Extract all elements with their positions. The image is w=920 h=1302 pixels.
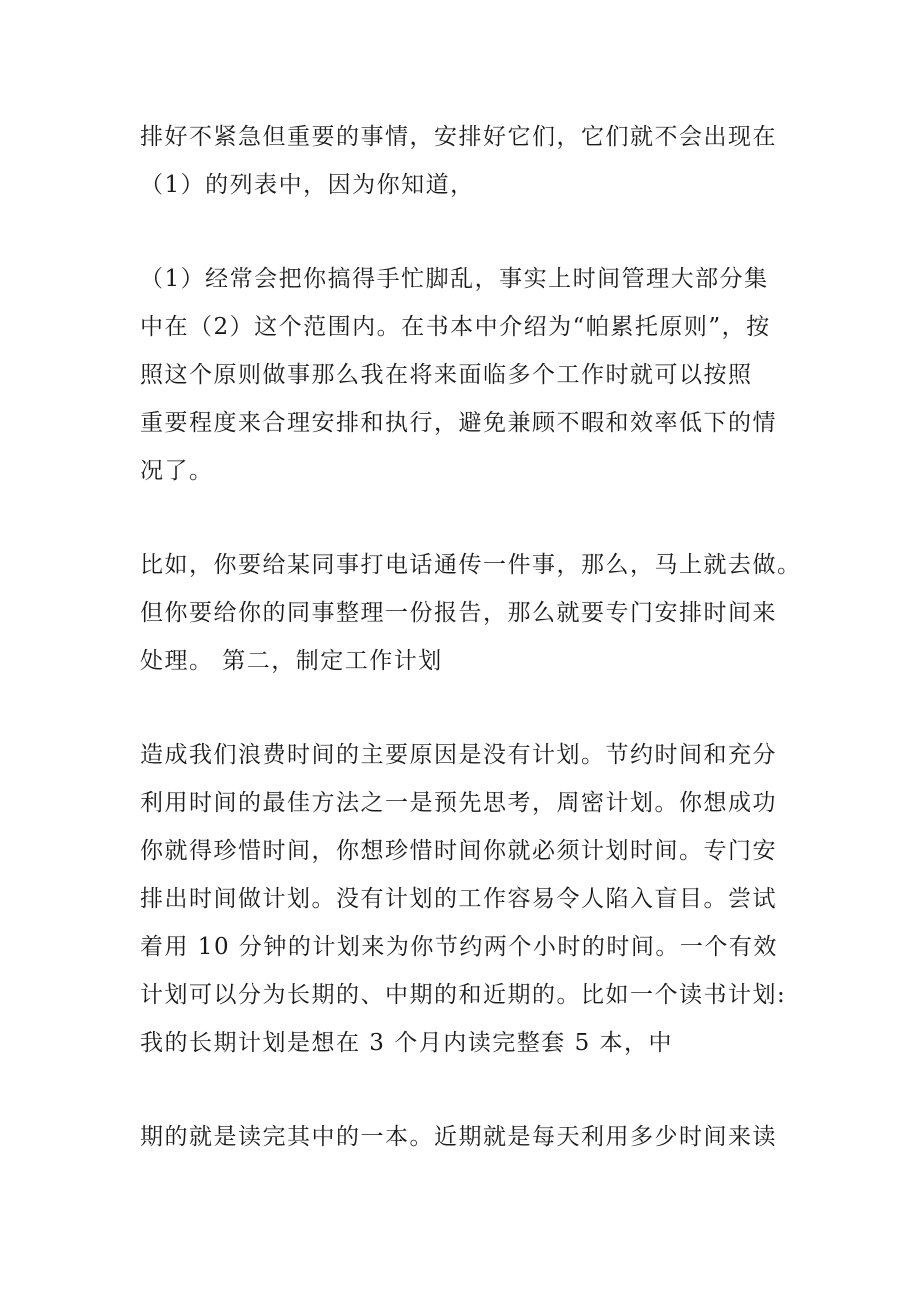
text-line: 利用时间的最佳方法之一是预先思考，周密计划。你想成功 (140, 790, 777, 816)
text-line: 着用 10 分钟的计划来为你节约两个小时的时间。一个有效 (140, 934, 778, 960)
text-line: 况了。 (140, 458, 214, 484)
text-line: （1）经常会把你搞得手忙脚乱，事实上时间管理大部分集 (140, 266, 769, 292)
text-line: （1）的列表中，因为你知道， (140, 172, 475, 198)
text-line: 但你要给你的同事整理一份报告，那么就要专门安排时间来 (140, 600, 777, 626)
text-line: 期的就是读完其中的一本。近期就是每天利用多少时间来读 (140, 1124, 777, 1150)
text-line: 比如，你要给某同事打电话通传一件事，那么，马上就去做。 (140, 552, 802, 578)
text-line: 排出时间做计划。没有计划的工作容易令人陷入盲目。尝试 (140, 886, 777, 912)
text-line: 重要程度来合理安排和执行，避免兼顾不暇和效率低下的情 (140, 410, 777, 436)
text-line: 计划可以分为长期的、中期的和近期的。比如一个读书计划: (140, 982, 787, 1008)
text-line: 中在（2）这个范围内。在书本中介绍为“帕累托原则”，按 (140, 314, 771, 340)
text-line: 你就得珍惜时间，你想珍惜时间你就必须计划时间。专门安 (140, 838, 777, 864)
text-line: 排好不紧急但重要的事情，安排好它们，它们就不会出现在 (140, 124, 777, 150)
text-line: 处理。 第二，制定工作计划 (140, 648, 443, 674)
text-line: 我的长期计划是想在 3 个月内读完整套 5 本，中 (140, 1030, 674, 1056)
text-line: 造成我们浪费时间的主要原因是没有计划。节约时间和充分 (140, 742, 777, 768)
text-line: 照这个原则做事那么我在将来面临多个工作时就可以按照 (140, 362, 753, 388)
